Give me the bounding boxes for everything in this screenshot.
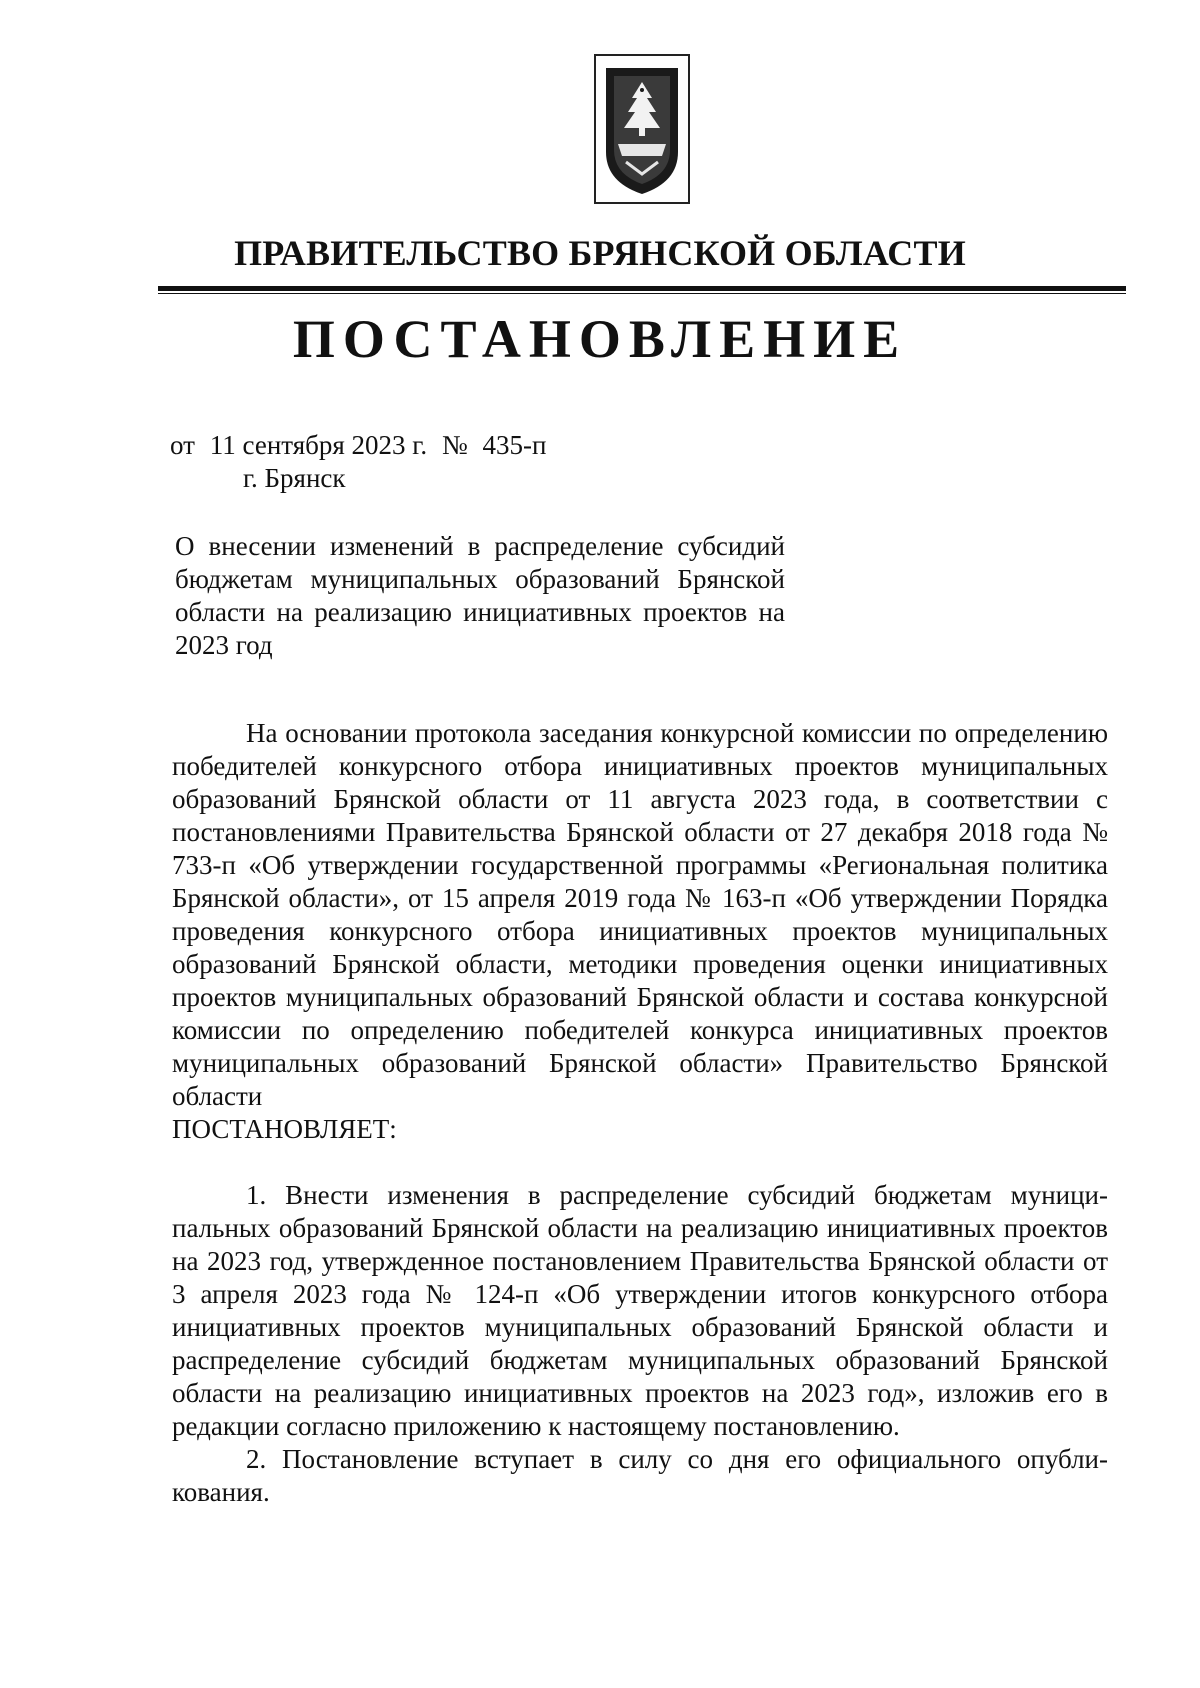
- resolves-heading: ПОСТАНОВЛЯЕТ:: [172, 1114, 397, 1144]
- header-divider-thick: [158, 286, 1126, 291]
- resolution-item-2: 2. Постановление вступает в силу со дня его официального опубликования.: [172, 1444, 1108, 1507]
- document-body: [172, 717, 1108, 1509]
- document-date: 11 сентября 2023 г.: [209, 430, 428, 460]
- organization-title: ПРАВИТЕЛЬСТВО БРЯНСКОЙ ОБЛАСТИ: [234, 233, 966, 273]
- number-sign: №: [441, 430, 468, 460]
- document-city: г. Брянск: [243, 463, 346, 493]
- date-prefix: от: [170, 430, 195, 460]
- document-type-title: ПОСТАНОВЛЕНИЕ: [292, 309, 908, 369]
- coat-of-arms-bryansk-icon: [594, 54, 690, 204]
- document-number: 435-п: [482, 430, 547, 460]
- resolution-item-1: 1. Внести изменения в распределение субсидий бюджетам муниципальных образований Брянской области на реализацию инициативных проектов на 2023 год, утвержденное постановлением Правительства Брянской области от 3 апреля 2023 года № 124-п «Об утверждении итогов конкурсного отбора инициативных проектов муниципальных образований Брянской области и распределение субсидий бюджетам муниципальных образований Брянской области на реализацию инициативных проектов на 2023 год», изложив его в редакции согласно приложению к настоящему постановлению.: [172, 1180, 1108, 1441]
- document-subject: О внесении изменений в распределение субсидий бюджетам муниципальных образований Брянской области на реализацию инициативных проектов на 2023 год: [175, 531, 785, 660]
- preamble-paragraph: На основании протокола заседания конкурсной комиссии по определению победителей конкурсного отбора инициативных проектов муниципальных образований Брянской области от 11 августа 2023 года, в соответствии с постановлениями Правительства Брянской области от 27 декабря 2018 года № 733-п «Об утверждении государственной программы «Региональная политика Брянской области», от 15 апреля 2019 года № 163-п «Об утверждении Порядка проведения конкурсного отбора инициативных проектов муниципальных образований Брянской области, методики проведения оценки инициативных проектов муниципальных образований Брянской области и состава конкурсной комиссии по определению победителей конкурса инициативных проектов муниципальных образований Брянской области» Правительство Брянской области: [172, 718, 1108, 1111]
- header-divider-thin: [158, 293, 1126, 294]
- date-number-line: [170, 430, 555, 461]
